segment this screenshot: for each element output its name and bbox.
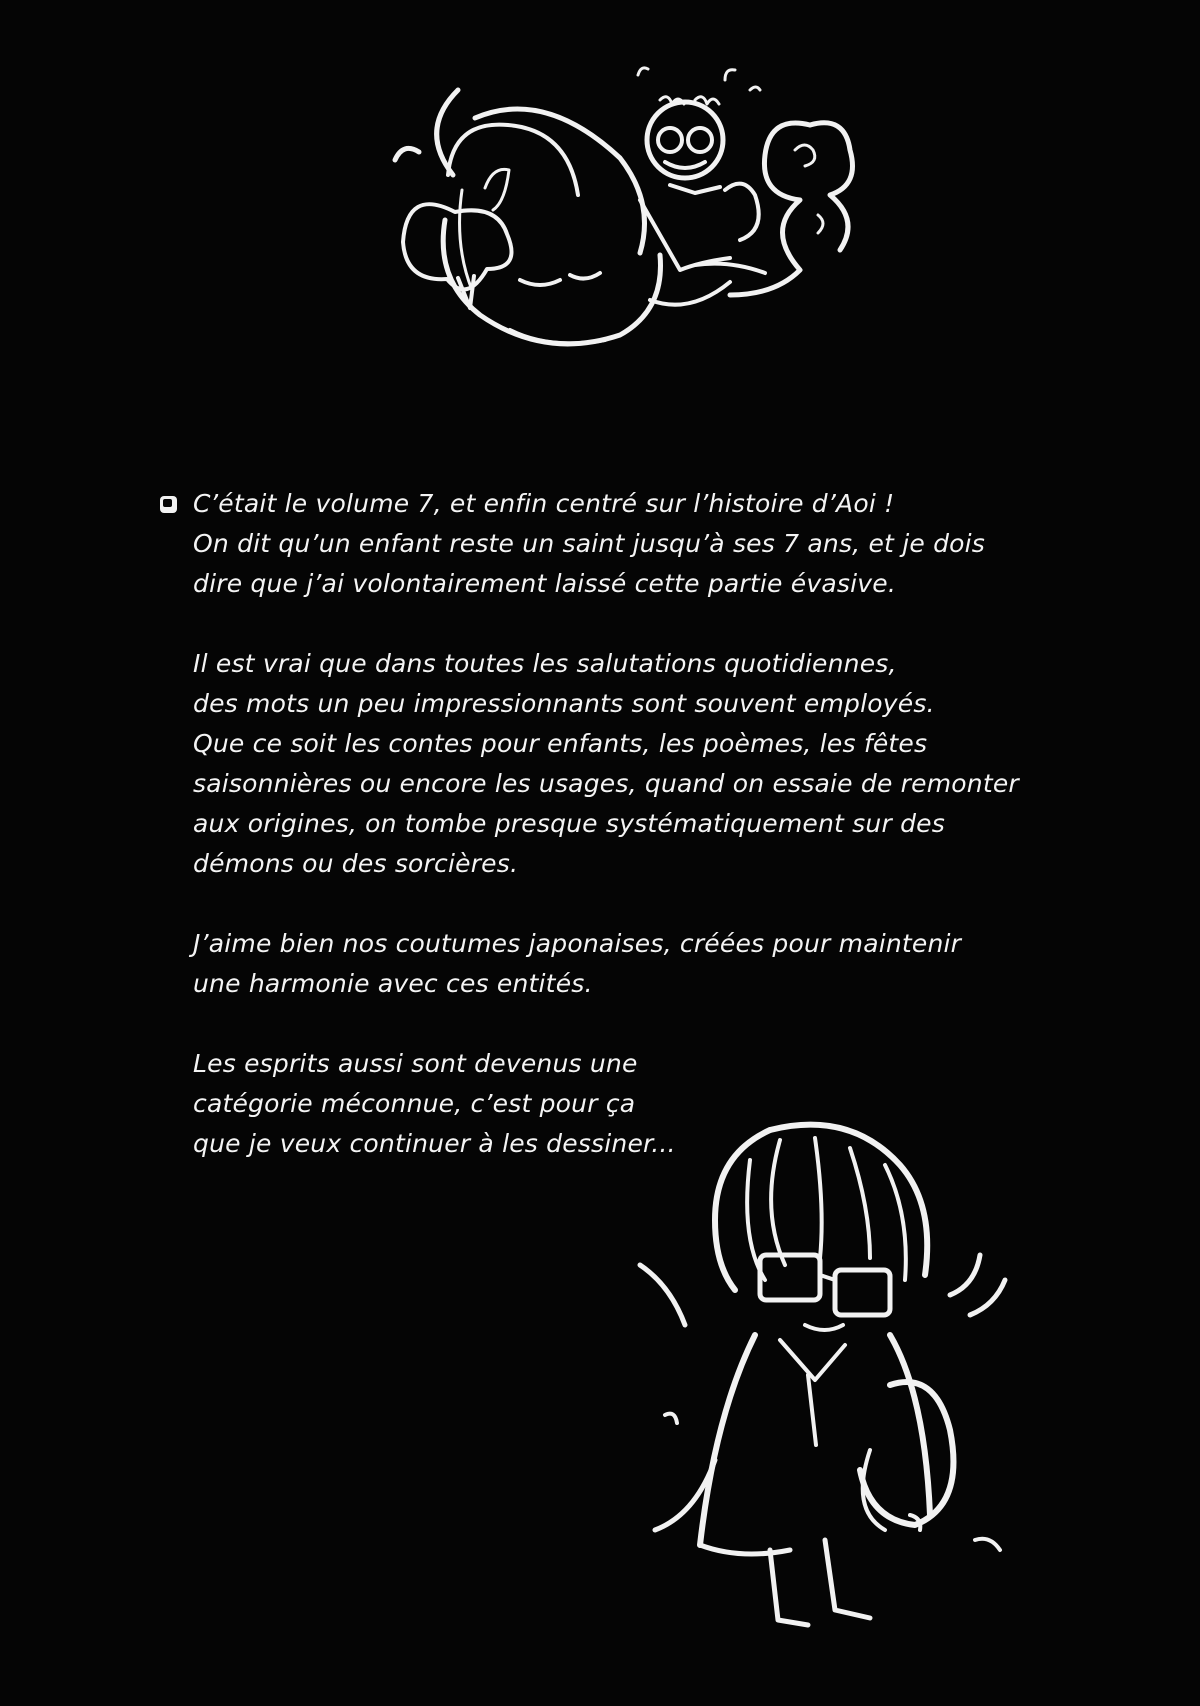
text-line: des mots un peu impressionnants sont souvent employés. xyxy=(193,689,935,718)
text-line: catégorie méconnue, c’est pour ça xyxy=(193,1089,636,1118)
text-line: dire que j’ai volontairement laissé cette partie évasive. xyxy=(193,569,896,598)
paragraph-volume-7 xyxy=(193,484,1100,604)
text-line: Il est vrai que dans toutes les salutations quotidiennes, xyxy=(193,649,897,678)
text-line: Que ce soit les contes pour enfants, les poèmes, les fêtes xyxy=(193,729,928,758)
text-line: Les esprits aussi sont devenus une xyxy=(193,1049,638,1078)
paragraph-daily-greetings xyxy=(193,644,1100,884)
text-line: que je veux continuer à les dessiner... xyxy=(193,1129,676,1158)
text-line: On dit qu’un enfant reste un saint jusqu’à ses 7 ans, et je dois xyxy=(193,529,985,558)
paragraph-japanese-customs xyxy=(193,924,1100,1004)
text-line: aux origines, on tombe presque systématiquement sur des xyxy=(193,809,945,838)
text-line: J’aime bien nos coutumes japonaises, créées pour maintenir xyxy=(193,929,962,958)
text-line: une harmonie avec ces entités. xyxy=(193,969,593,998)
text-line: C’était le volume 7, et enfin centré sur l’histoire d’Aoi ! xyxy=(193,489,895,518)
text-line: démons ou des sorcières. xyxy=(193,849,519,878)
square-bullet-icon xyxy=(160,496,177,513)
chibi-character-sleeping-with-mascot-icon xyxy=(340,70,920,390)
chibi-character-with-glasses-and-bird-icon xyxy=(660,1120,1080,1640)
text-line: saisonnières ou encore les usages, quand on essaie de remonter xyxy=(193,769,1019,798)
afterword-text xyxy=(160,484,1100,1204)
